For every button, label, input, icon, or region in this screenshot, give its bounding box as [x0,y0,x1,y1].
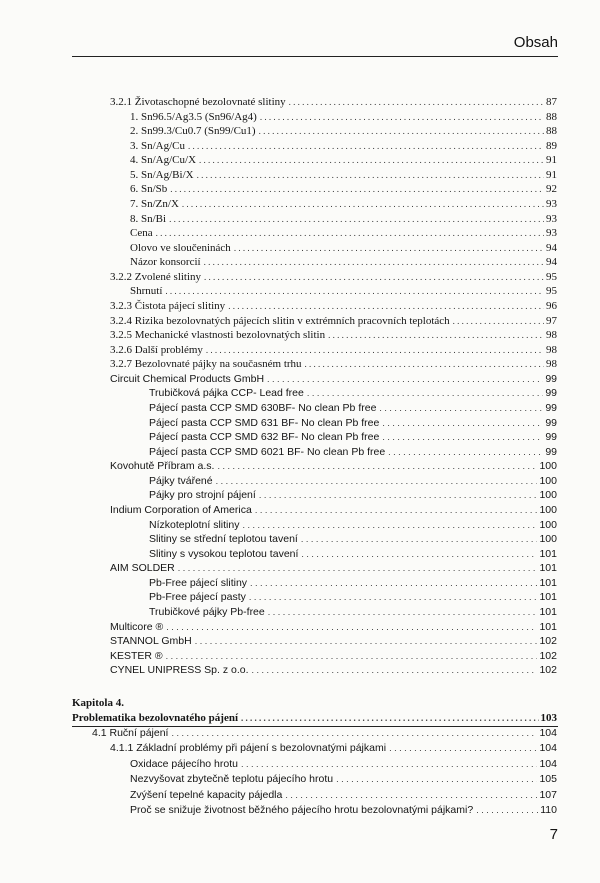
toc-entry-page: 101 [539,576,557,589]
toc-entry-label: 3.2.7 Bezolovnaté pájky na současném trhu [110,358,302,371]
leader-dots [289,95,544,109]
leader-dots [336,772,537,786]
leader-dots [255,503,538,517]
leader-dots [260,110,544,124]
toc-entry[interactable] [130,197,557,211]
toc-entry-page: 100 [539,474,557,487]
leader-dots [305,357,544,371]
leader-dots [249,590,538,604]
toc-entry-page: 102 [539,649,557,662]
toc-entry[interactable] [149,547,557,561]
leader-dots [267,372,543,386]
toc-entry-label: Olovo ve sloučeninách [130,241,231,254]
leader-dots [250,576,537,590]
toc-entry[interactable] [110,663,557,677]
leader-dots [182,197,544,211]
toc-entry-page: 99 [545,387,557,400]
toc-entry-label: Pb-Free pájecí pasty [149,591,246,604]
toc-entry-label: 6. Sn/Sb [130,183,168,196]
leader-dots [268,605,538,619]
toc-entry-page: 93 [546,198,557,210]
toc-entry-page: 100 [539,489,557,502]
toc-entry[interactable] [130,110,557,124]
toc-entry-label: STANNOL GmbH [110,635,192,648]
leader-dots [178,561,538,575]
toc-entry[interactable] [110,459,557,473]
leader-dots [388,445,543,459]
toc-entry-label: 4.1.1 Základní problémy při pájení s bezolovnatými pájkami [110,742,387,755]
toc-entry[interactable] [149,401,557,415]
leader-dots [389,741,537,755]
toc-entry[interactable] [149,590,557,604]
chapter-toc-entry[interactable] [130,772,557,786]
toc-entry-page: 95 [546,270,557,283]
leader-dots [171,726,537,740]
toc-entry-page: 99 [545,402,557,414]
toc-entry[interactable] [149,576,557,590]
toc-entry-page: 93 [546,212,557,225]
toc-entry-label: KESTER ® [110,649,163,662]
toc-entry[interactable] [130,168,557,182]
leader-dots [382,416,543,430]
toc-entry-label: 5. Sn/Ag/Bi/X [130,168,194,181]
chapter-page-number: 103 [540,712,557,724]
toc-entry[interactable] [110,634,557,648]
toc-entry-page: 96 [546,300,557,312]
leader-dots [328,328,544,342]
leader-dots [307,386,543,400]
toc-entry[interactable] [110,314,557,328]
leader-dots [217,459,537,473]
toc-entry-label: 3. Sn/Ag/Cu [130,139,186,152]
toc-entry-page: 110 [540,804,557,816]
toc-entry[interactable] [149,605,557,619]
chapter-toc-entry[interactable] [130,757,557,771]
chapter-title: Problematika bezolovnatého pájení [72,712,239,724]
toc-entry-page: 98 [546,343,557,356]
toc-entry-label: Oxidace pájecího hrotu [130,757,238,770]
toc-entry[interactable] [149,488,557,502]
toc-entry[interactable] [130,139,557,153]
leader-dots [234,241,544,255]
toc-entry-page: 105 [539,773,557,786]
toc-entry-label: Slitiny s vysokou teplotou tavení [149,547,299,560]
toc-entry-page: 99 [545,372,557,385]
toc-entry-page: 99 [545,416,557,429]
toc-entry[interactable] [110,503,557,517]
toc-entry-label: 3.2.2 Zvolené slitiny [110,270,202,283]
toc-entry-label: Názor konsorcií [130,256,201,269]
toc-entry-label: Pájky pro strojní pájení [149,489,256,502]
toc-entry-label: Trubičková pájka CCP- Lead free [149,387,304,400]
toc-entry[interactable] [149,532,557,546]
leader-dots [476,803,538,817]
toc-entry-page: 95 [546,285,557,298]
toc-entry-label: Cena [130,227,153,240]
toc-entry-label: Pájky tvářené [149,474,213,487]
toc-entry-page: 102 [539,635,557,648]
leader-dots [195,634,538,648]
toc-entry[interactable] [130,153,557,167]
toc-entry-label: Shrnutí [130,285,163,298]
leader-dots [188,139,544,153]
toc-entry[interactable] [110,270,557,284]
leader-dots [382,430,543,444]
leader-dots [165,284,544,298]
toc-entry-label: Proč se snižuje životnost běžného pájecího hrotu bezolovnatými pájkami? [130,804,474,816]
toc-entry-page: 101 [539,606,557,618]
toc-entry-page: 89 [546,139,557,152]
toc-entry-label: Pájecí pasta CCP SMD 6021 BF- No clean Pb free [149,445,386,458]
toc-entry-label: Pb-Free pájecí slitiny [149,576,248,589]
toc-entry-label: 3.2.3 Čistota pájecí slitiny [110,300,226,312]
chapter-toc-entry[interactable] [130,803,557,817]
toc-entry-label: 3.2.4 Rizika bezolovnatých pájecích slitin v extrémních pracovních teplotách [110,314,450,327]
leader-dots [169,212,544,226]
toc-entry[interactable] [149,474,557,488]
chapter-toc-entry[interactable] [130,788,557,802]
toc-entry-page: 101 [539,562,557,575]
toc-entry-page: 88 [546,110,557,123]
leader-dots [228,299,544,313]
toc-entry[interactable] [130,124,557,138]
toc-entry-page: 92 [546,183,557,196]
toc-entry-page: 104 [539,727,557,739]
toc-entry-page: 91 [546,154,557,167]
toc-entry-page: 101 [539,591,557,604]
leader-dots [206,343,544,357]
toc-entry-page: 104 [539,757,557,770]
leader-dots [301,532,538,546]
toc-entry[interactable] [110,561,557,575]
toc-entry-label: Circuit Chemical Products GmbH [110,372,265,385]
toc-entry-page: 94 [546,256,557,269]
toc-entry-label: CYNEL UNIPRESS Sp. z o.o. [110,664,249,677]
toc-entry-page: 97 [546,314,557,327]
toc-entry-label: Pájecí pasta CCP SMD 631 BF- No clean Pb free [149,416,380,429]
chapter-label: Kapitola 4. [72,697,124,709]
toc-entry[interactable] [149,445,557,459]
leader-dots [453,314,544,328]
toc-entry-page: 107 [539,788,557,801]
toc-entry-page: 99 [545,431,557,444]
running-header-title: Obsah [513,34,558,51]
toc-entry[interactable] [149,518,557,532]
toc-entry-page: 98 [546,358,557,371]
toc-entry-page: 100 [539,460,557,473]
toc-entry-page: 100 [539,518,557,531]
leader-dots [204,270,544,284]
toc-entry-page: 88 [546,125,557,138]
toc-entry-page: 93 [546,227,557,240]
page-number: 7 [549,826,558,843]
toc-entry[interactable] [130,284,557,298]
toc-entry-page: 104 [539,742,557,755]
leader-dots [301,547,537,561]
toc-entry-label: Kovohutě Příbram a.s. [110,460,215,473]
toc-entry-label: Pájecí pasta CCP SMD 630BF- No clean Pb free [149,402,377,414]
toc-entry[interactable] [110,299,557,313]
toc-entry-label: 3.2.1 Životaschopné bezolovnaté slitiny [110,96,286,108]
toc-entry-label: AIM SOLDER [110,562,175,575]
chapter-title-entry[interactable] [72,711,557,725]
toc-entry[interactable] [130,182,557,196]
toc-entry[interactable] [130,255,557,269]
toc-entry-label: Zvýšení tepelné kapacity pájedla [130,788,283,801]
toc-entry[interactable] [110,357,557,371]
toc-entry-page: 94 [546,241,557,254]
toc-entry-page: 98 [546,329,557,342]
toc-entry-label: 7. Sn/Zn/X [130,198,179,210]
toc-entry[interactable] [130,212,557,226]
toc-entry-page: 100 [539,504,557,516]
chapter-toc-entry[interactable] [92,726,557,740]
leader-dots [259,488,538,502]
leader-dots [285,788,537,802]
toc-entry-page: 91 [546,168,557,181]
leader-dots [241,757,537,771]
toc-entry-label: Trubičkové pájky Pb-free [149,606,265,618]
toc-entry[interactable] [130,241,557,255]
toc-entry[interactable] [149,430,557,444]
toc-entry[interactable] [110,343,557,357]
toc-entry-label: 3.2.5 Mechanické vlastnosti bezolovnatých slitin [110,329,326,342]
leader-dots [252,663,538,677]
leader-dots [259,124,544,138]
toc-entry-page: 102 [539,664,557,677]
toc-entry-label: Slitiny se střední teplotou tavení [149,533,298,546]
chapter-toc-entry[interactable] [110,741,557,755]
toc-entry[interactable] [110,649,557,663]
toc-entry[interactable] [149,416,557,430]
leader-dots [170,182,544,196]
toc-entry-page: 101 [539,620,557,633]
leader-dots [379,401,543,415]
toc-entry[interactable] [149,386,557,400]
toc-entry-label: Multicore ® [110,620,164,633]
toc-entry-label: Nezvyšovat zbytečně teplotu pájecího hrotu [130,773,334,786]
leader-dots [204,255,544,269]
leader-dots [241,711,538,725]
toc-entry-page: 87 [546,96,557,108]
leader-dots [197,168,544,182]
toc-entry-page: 101 [539,547,557,560]
toc-entry-label: 1. Sn96.5/Ag3.5 (Sn96/Ag4) [130,110,257,123]
toc-entry-label: 3.2.6 Další problémy [110,343,203,356]
toc-entry[interactable] [110,95,557,109]
toc-entry-label: 8. Sn/Bi [130,212,167,225]
leader-dots [242,518,537,532]
toc-entry[interactable] [110,620,557,634]
toc-entry[interactable] [110,328,557,342]
toc-entry-label: Pájecí pasta CCP SMD 632 BF- No clean Pb free [149,431,380,444]
toc-entry-page: 99 [545,445,557,458]
toc-entry-label: Indium Corporation of America [110,504,252,516]
toc-entry-label: 4.1 Ruční pájení [92,727,169,739]
toc-entry-label: Nízkoteplotní slitiny [149,518,240,531]
toc-entry-page: 100 [539,533,557,546]
leader-dots [156,226,544,240]
toc-entry[interactable] [130,226,557,240]
leader-dots [166,649,538,663]
leader-dots [166,620,537,634]
toc-entry-label: 2. Sn99.3/Cu0.7 (Sn99/Cu1) [130,125,256,138]
leader-dots [199,153,544,167]
leader-dots [216,474,538,488]
toc-entry-label: 4. Sn/Ag/Cu/X [130,154,197,167]
toc-entry[interactable] [110,372,557,386]
